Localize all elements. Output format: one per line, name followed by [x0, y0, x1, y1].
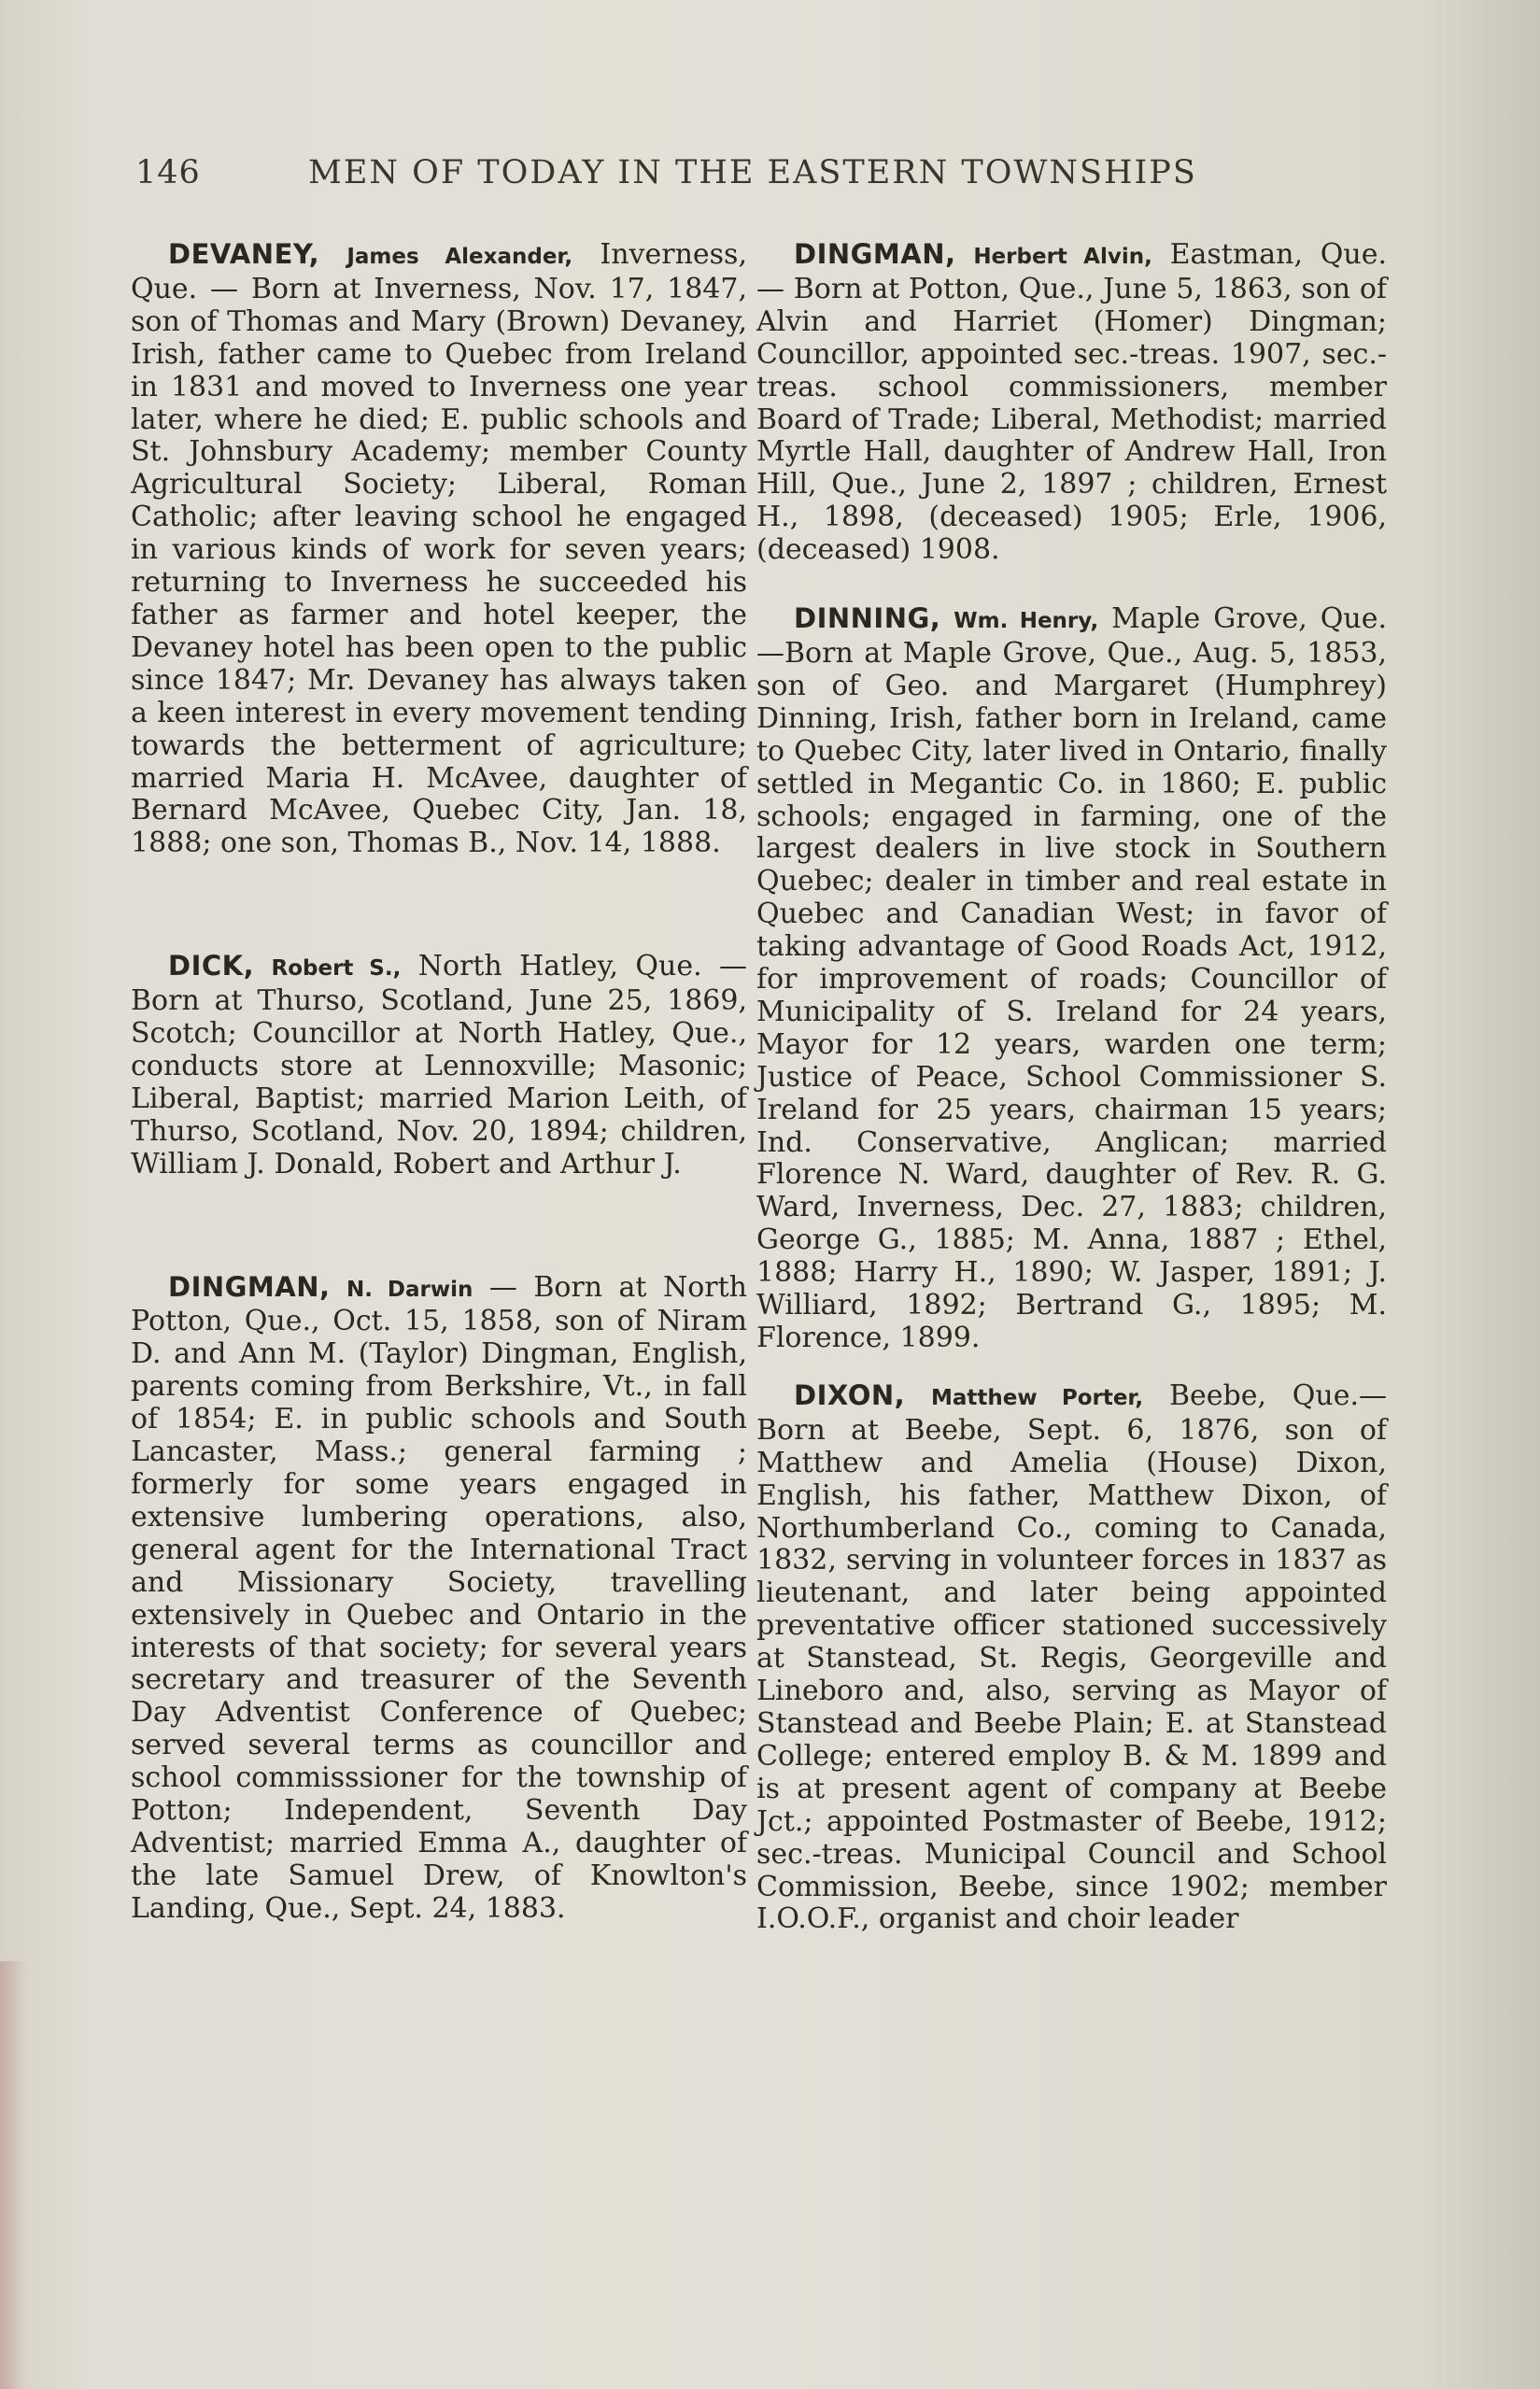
right-column	[756, 238, 1387, 1936]
entry-surname: DINNING,	[794, 602, 941, 635]
entry-text: Eastman, Que. — Born at Potton, Que., June 5, 1863, son of Alvin and Harriet (Homer) Dingman; Councillor, appointed sec.-treas. 1907, sec.-treas. school commissioners, member Board of Trade; Liberal, Methodist; married Myrtle Hall, daughter of Andrew Hall, Iron Hill, Que., June 2, 1897 ; children, Ernest H., 1898, (deceased) 1905; Erle, 1906, (deceased) 1908.	[756, 238, 1388, 567]
entry-text: Inverness, Que. — Born at Inverness, Nov. 17, 1847, son of Thomas and Mary (Brown) Devaney, Irish, father came to Quebec from Ireland in 1831 and moved to Inverness one year later, where he died; E. public schools and St. Johnsbury Academy; member County Agricultural Society; Liberal, Roman Catholic; after leaving school he engaged in various kinds of work for seven years; returning to Inverness he succeeded his father as farmer and hotel keeper, the Devaney hotel has been open to the public since 1847; Mr. Devaney has always taken a keen interest in every movement tending towards the betterment of agriculture; married Maria H. McAvee, daughter of Bernard McAvee, Quebec City, Jan. 18, 1888; one son, Thomas B., Nov. 14, 1888.	[131, 238, 747, 860]
entry-given-name: N. Darwin	[346, 1277, 473, 1302]
biography-entry	[756, 238, 1387, 567]
binding-edge-stain	[0, 1961, 26, 2389]
biography-entry	[131, 238, 747, 860]
entry-surname: DIXON,	[794, 1378, 906, 1411]
left-column	[131, 238, 747, 1926]
entry-text: — Born at North Potton, Que., Oct. 15, 1858, son of Niram D. and Ann M. (Taylor) Dingman, English, parents coming from Berkshire, Vt., in fall of 1854; E. in public schools and South Lancaster, Mass.; general farming ; formerly for some years engaged in extensive lumbering operations, also, general agent for the International Tract and Missionary Society, travelling extensively in Quebec and Ontario in the interests of that society; for several years secretary and treasurer of the Seventh Day Adventist Conference of Quebec; served several terms as councillor and school commisssioner for the township of Potton; Independent, Seventh Day Adventist; married Emma A., daughter of the late Samuel Drew, of Knowlton's Landing, Que., Sept. 24, 1883.	[131, 1270, 747, 1925]
entry-given-name: Wm. Henry,	[954, 609, 1099, 634]
entry-surname: DEVANEY,	[168, 238, 320, 270]
page-number: 146	[135, 154, 201, 191]
running-title: MEN OF TODAY IN THE EASTERN TOWNSHIPS	[308, 154, 1197, 191]
entry-given-name: Matthew Porter,	[930, 1385, 1144, 1410]
biography-entry	[756, 602, 1387, 1355]
entry-given-name: James Alexander,	[346, 245, 573, 269]
entry-given-name: Herbert Alvin,	[973, 245, 1152, 269]
entry-surname: DINGMAN,	[794, 238, 956, 270]
entry-surname: DICK,	[168, 950, 255, 982]
entry-surname: DINGMAN,	[168, 1270, 331, 1303]
biography-entry	[131, 1271, 747, 1926]
entry-text: Beebe, Que.—Born at Beebe, Sept. 6, 1876, son of Matthew and Amelia (House) Dixon, English, his father, Matthew Dixon, of Northumberland Co., coming to Canada, 1832, serving in volunteer forces in 1837 as lieutenant, and later being appointed preventative officer stationed successively at Stanstead, St. Regis, Georgeville and Lineboro and, also, serving as Mayor of Stanstead and Beebe Plain; E. at Stanstead College; entered employ B. & M. 1899 and is at present agent of company at Beebe Jct.; appointed Postmaster of Beebe, 1912; sec.-treas. Municipal Council and School Commission, Beebe, since 1902; member I.O.O.F., organist and choir leader	[756, 1378, 1388, 1936]
entry-text: Maple Grove, Que.—Born at Maple Grove, Que., Aug. 5, 1853, son of Geo. and Margaret (Humphrey) Dinning, Irish, father born in Ireland, came to Quebec City, later lived in Ontario, finally settled in Megantic Co. in 1860; E. public schools; engaged in farming, one of the largest dealers in live stock in Southern Quebec; dealer in timber and real estate in Quebec and Canadian West; in favor of taking advantage of Good Roads Act, 1912, for improvement of roads; Councillor of Municipality of S. Ireland for 24 years, Mayor for 12 years, warden one term; Justice of Peace, School Commissioner S. Ireland for 25 years, chairman 15 years; Ind. Conservative, Anglican; married Florence N. Ward, daughter of Rev. R. G. Ward, Inverness, Dec. 27, 1883; children, George G., 1885; M. Anna, 1887 ; Ethel, 1888; Harry H., 1890; W. Jasper, 1891; J. Williard, 1892; Bertrand G., 1895; M. Florence, 1899.	[756, 602, 1387, 1354]
page-header	[135, 154, 1228, 201]
biography-entry	[756, 1379, 1387, 1936]
entry-text: North Hatley, Que. — Born at Thurso, Scotland, June 25, 1869, Scotch; Councillor at North Hatley, Que., conducts store at Lennoxville; Masonic; Liberal, Baptist; married Marion Leith, of Thurso, Scotland, Nov. 20, 1894; children, William J. Donald, Robert and Arthur J.	[131, 950, 747, 1180]
biography-entry	[131, 950, 747, 1180]
entry-given-name: Robert S.,	[271, 956, 402, 982]
